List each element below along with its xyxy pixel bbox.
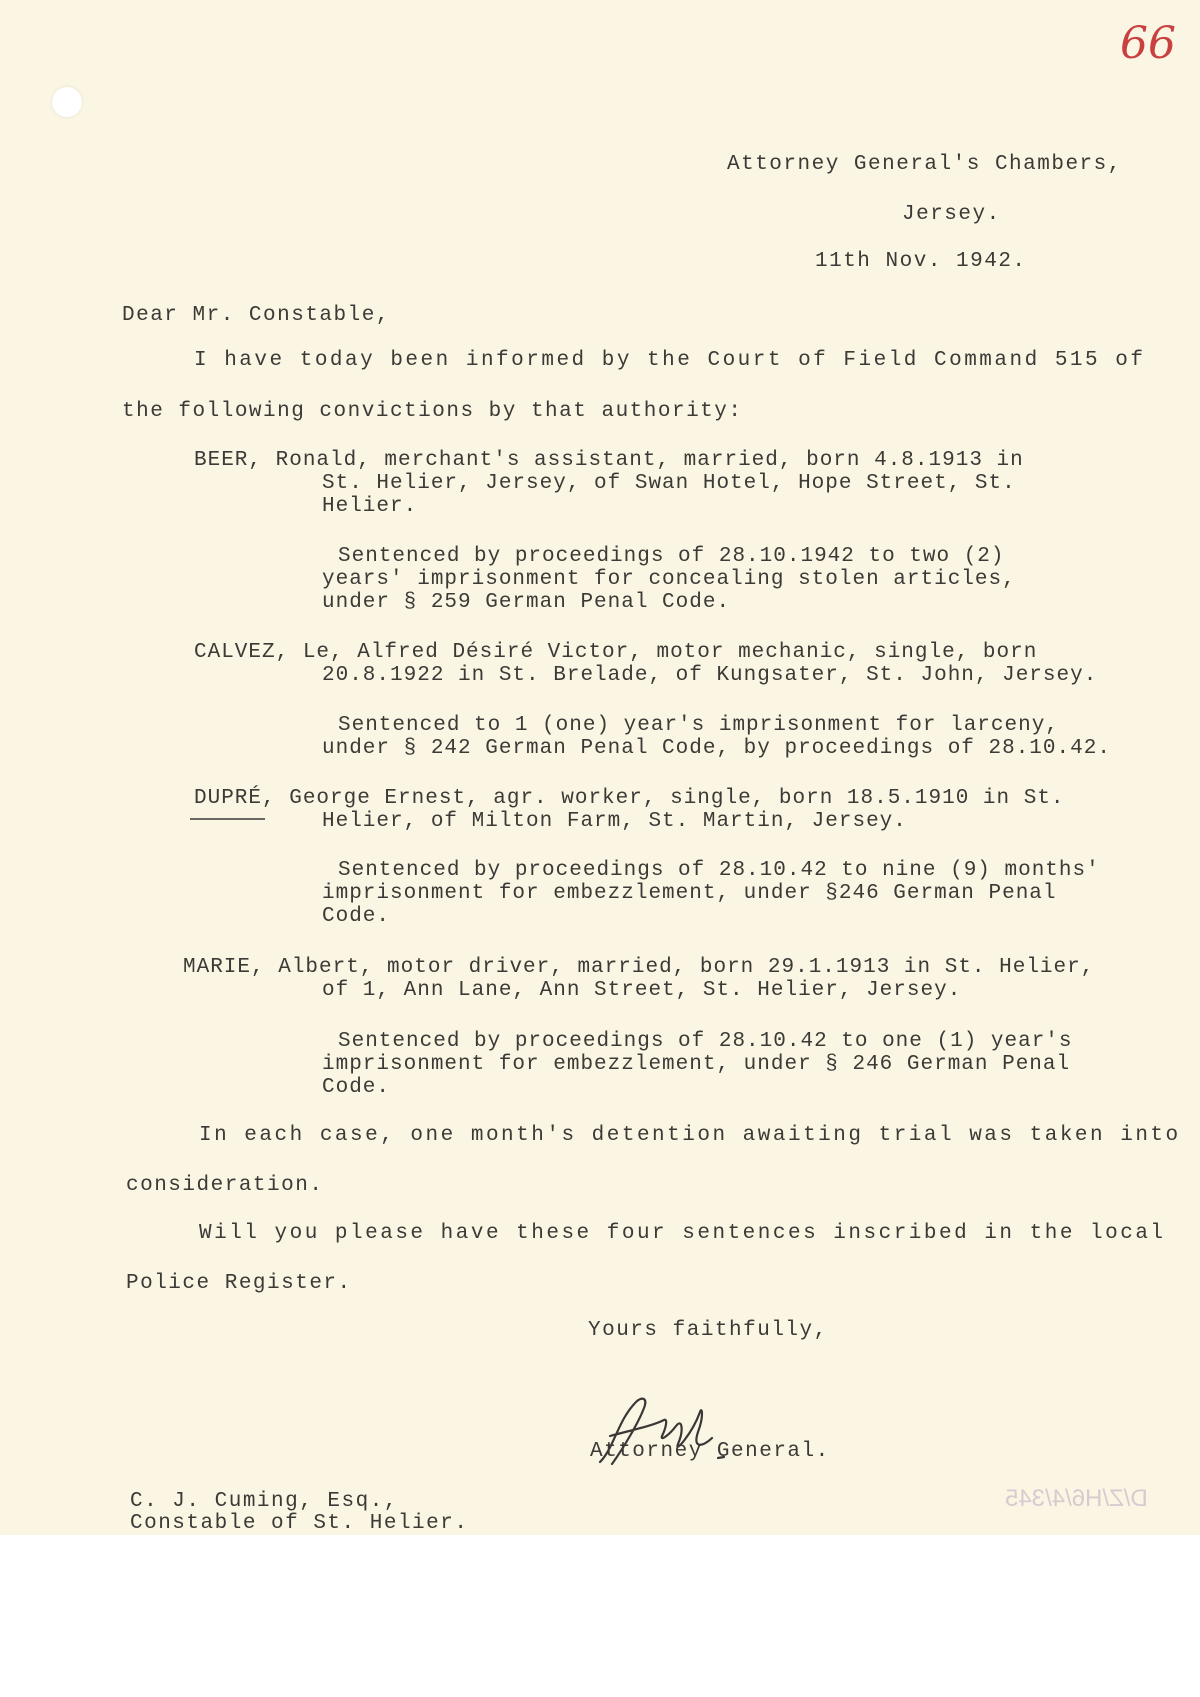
conviction-details-line: 20.8.1922 in St. Brelade, of Kungsater, St. John, Jersey. [322,664,1098,687]
conviction-details-line: BEER, Ronald, merchant's assistant, married, born 4.8.1913 in [194,449,1024,472]
sender-place: Jersey. [902,203,1001,226]
letter-date: 11th Nov. 1942. [815,250,1027,273]
conviction-sentence-line: Sentenced by proceedings of 28.10.42 to one (1) year's [338,1030,1073,1053]
conviction-sentence-line: under § 259 German Penal Code. [322,591,731,614]
conviction-sentence-line: under § 242 German Penal Code, by proceedings of 28.10.42. [322,737,1111,760]
closing-para-line-2: consideration. [126,1174,324,1197]
conviction-sentence-line: Sentenced to 1 (one) year's imprisonment for larceny, [338,714,1059,737]
conviction-details-line: Helier. [322,495,418,518]
conviction-sentence-line: years' imprisonment for concealing stolen articles, [322,568,1016,591]
folio-number: 66 [1120,18,1176,69]
intro-line-1: I have today been informed by the Court of Field Command 515 of [194,349,1146,372]
conviction-sentence-line: Sentenced by proceedings of 28.10.1942 to two (2) [338,545,1005,568]
conviction-sentence-line: imprisonment for embezzlement, under §246 German Penal [322,882,1057,905]
sender-office: Attorney General's Chambers, [727,153,1122,176]
request-para-line-2: Police Register. [126,1272,352,1295]
conviction-details-line: CALVEZ, Le, Alfred Désiré Victor, motor mechanic, single, born [194,641,1038,664]
conviction-sentence-line: imprisonment for embezzlement, under § 246 German Penal [322,1053,1071,1076]
conviction-details-line: DUPRÉ, George Ernest, agr. worker, single, born 18.5.1910 in St. [194,787,1065,810]
conviction-sentence-line: Code. [322,1076,391,1099]
signatory-title: Attorney General. [590,1440,830,1463]
conviction-sentence-line: Code. [322,905,391,928]
conviction-details-line: MARIE, Albert, motor driver, married, born 29.1.1913 in St. Helier, [183,956,1095,979]
punch-hole [52,87,82,117]
addressee-title: Constable of St. Helier. [130,1512,469,1535]
conviction-details-line: Helier, of Milton Farm, St. Martin, Jersey. [322,810,907,833]
conviction-details-line: of 1, Ann Lane, Ann Street, St. Helier, Jersey. [322,979,962,1002]
salutation: Dear Mr. Constable, [122,304,390,327]
valediction: Yours faithfully, [588,1319,828,1342]
conviction-details-line: St. Helier, Jersey, of Swan Hotel, Hope Street, St. [322,472,1016,495]
name-underline [190,818,265,820]
archive-reference-stamp: D/Z/H6/4/345 [1005,1485,1148,1512]
conviction-sentence-line: Sentenced by proceedings of 28.10.42 to nine (9) months' [338,859,1100,882]
closing-para-line-1: In each case, one month's detention awaiting trial was taken into [199,1124,1181,1147]
intro-line-2: the following convictions by that authority: [122,400,743,423]
request-para-line-1: Will you please have these four sentences inscribed in the local [199,1222,1166,1245]
addressee-name: C. J. Cuming, Esq., [130,1490,398,1513]
